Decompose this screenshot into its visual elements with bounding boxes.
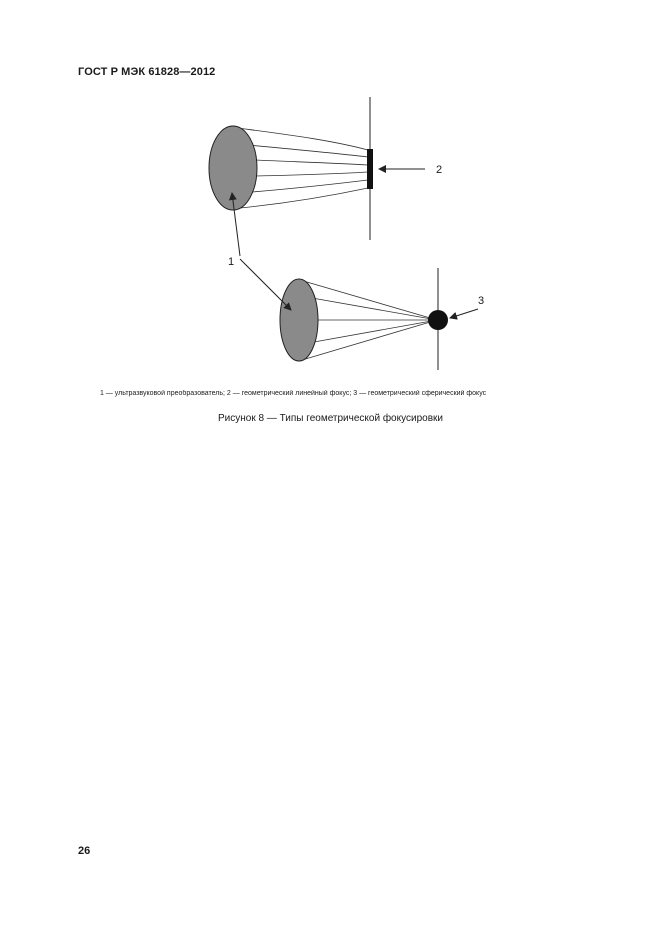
line-focus-diagram [209,97,442,240]
line-focus-bar [367,149,373,189]
lower-transducer [280,279,318,361]
figure-caption: Рисунок 8 — Типы геометрической фокусировки [218,413,443,424]
figure-legend: 1 — ультразвуковой преобразователь; 2 — геометрический линейный фокус; 3 — геометрический сферический фокус [100,390,487,397]
spherical-focus-point [428,310,448,330]
label-spherical-focus: 3 [478,295,485,307]
page-number: 26 [78,845,91,857]
document-header: ГОСТ Р МЭК 61828—2012 [78,66,216,78]
label-line-focus: 2 [436,164,443,176]
transducer-label-group [228,193,291,310]
label-transducer: 1 [228,256,235,268]
spherical-focus-arrow [450,309,478,318]
focusing-types-figure [0,0,661,400]
transducer-arrow-lower [240,259,291,310]
spherical-focus-beams [300,280,437,360]
spherical-focus-diagram [280,268,484,370]
